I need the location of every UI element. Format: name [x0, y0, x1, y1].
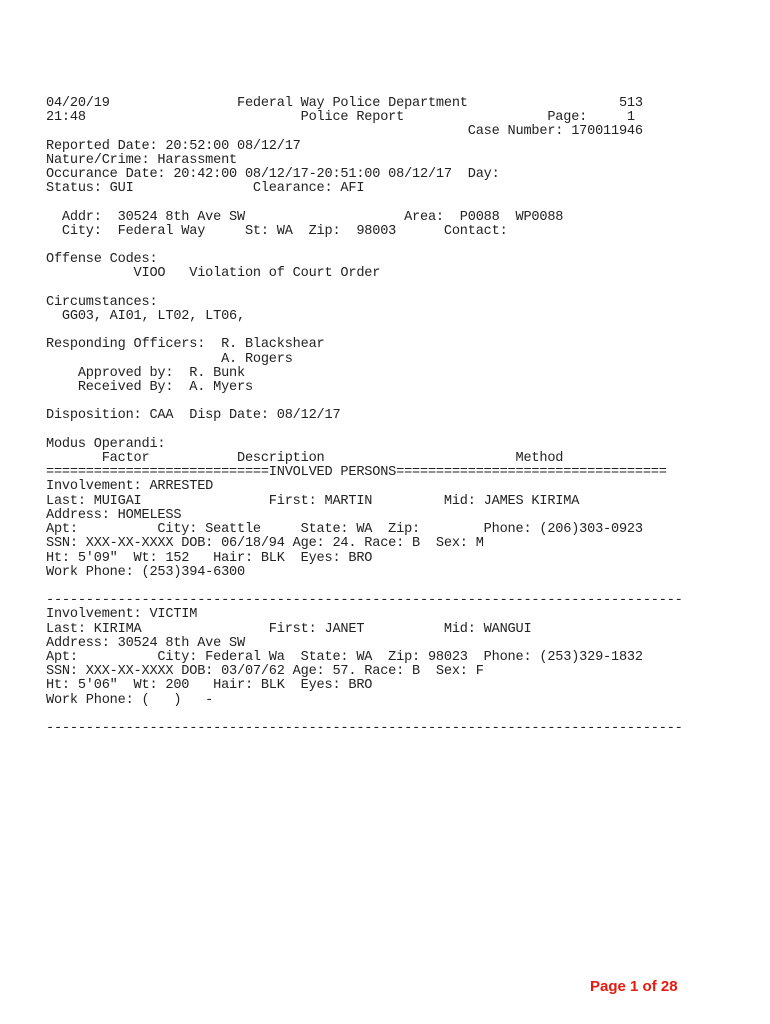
- circumstances-block: [46, 296, 726, 324]
- person-line: Apt: City: Seattle State: WA Zip: Phone: (206)303-0923: [46, 522, 643, 538]
- disposition-block: [46, 409, 726, 423]
- person-arrested: [46, 480, 726, 579]
- offense-line: VIOO Violation of Court Order: [46, 266, 381, 282]
- modus-block: [46, 438, 726, 481]
- person-line: Last: KIRIMA First: JANET Mid: WANGUI: [46, 621, 532, 637]
- modus-line: Factor Description Method: [46, 451, 564, 467]
- person-victim: [46, 608, 726, 707]
- person-line: Involvement: ARRESTED: [46, 479, 214, 495]
- summary-line: Nature/Crime: Harassment: [46, 152, 237, 168]
- officers-line: Approved by: R. Bunk: [46, 365, 245, 381]
- person-line: Address: 30524 8th Ave SW: [46, 635, 245, 651]
- person-line: Work Phone: (253)394-6300: [46, 564, 245, 580]
- section-separator: --------------------------------------------------------------------------------: [46, 720, 683, 736]
- offense-block: [46, 253, 726, 281]
- header-line: 04/20/19 Federal Way Police Department 513: [46, 96, 643, 111]
- officers-line: Received By: A. Myers: [46, 380, 253, 396]
- police-report-text: [46, 97, 726, 736]
- person-line: Last: MUIGAI First: MARTIN Mid: JAMES KIRIMA: [46, 493, 580, 509]
- person-line: Work Phone: ( ) -: [46, 692, 214, 708]
- circumstances-line: GG03, AI01, LT02, LT06,: [46, 309, 245, 325]
- blank-line: [46, 424, 726, 438]
- blank-line: [46, 708, 726, 722]
- officers-line: Responding Officers: R. Blackshear: [46, 337, 325, 353]
- summary-line: Status: GUI Clearance: AFI: [46, 181, 365, 197]
- address-block: [46, 211, 726, 239]
- page-number-label: Page 1 of 28: [590, 978, 678, 995]
- person-line: SSN: XXX-XX-XXXX DOB: 03/07/62 Age: 57. Race: B Sex: F: [46, 664, 484, 680]
- header-line: 21:48 Police Report Page: 1: [46, 110, 635, 126]
- section-separator: --------------------------------------------------------------------------------: [46, 593, 683, 609]
- address-line: City: Federal Way St: WA Zip: 98003 Contact:: [46, 223, 508, 239]
- blank-line: [46, 580, 726, 594]
- modus-line: Modus Operandi:: [46, 436, 166, 452]
- blank-line: [46, 395, 726, 409]
- blank-line: [46, 324, 726, 338]
- blank-line: [46, 196, 726, 210]
- report-header: [46, 97, 726, 140]
- circumstances-line: Circumstances:: [46, 294, 158, 310]
- offense-line: Offense Codes:: [46, 252, 158, 268]
- officers-line: A. Rogers: [46, 351, 293, 367]
- header-line: Case Number: 170011946: [46, 124, 643, 140]
- person-line: Involvement: VICTIM: [46, 607, 198, 623]
- involved-persons-divider: ============================INVOLVED PERSONS==================================: [46, 465, 667, 481]
- disposition-line: Disposition: CAA Disp Date: 08/12/17: [46, 408, 341, 424]
- person-line: Address: HOMELESS: [46, 507, 182, 523]
- summary-line: Occurance Date: 20:42:00 08/12/17-20:51:00 08/12/17 Day:: [46, 167, 500, 183]
- person-line: Ht: 5'06" Wt: 200 Hair: BLK Eyes: BRO: [46, 678, 373, 694]
- person-line: Ht: 5'09" Wt: 152 Hair: BLK Eyes: BRO: [46, 550, 373, 566]
- person-line: Apt: City: Federal Wa State: WA Zip: 98023 Phone: (253)329-1832: [46, 649, 643, 665]
- report-summary: [46, 140, 726, 197]
- address-line: Addr: 30524 8th Ave SW Area: P0088 WP0088: [46, 209, 564, 225]
- blank-line: [46, 282, 726, 296]
- person-line: SSN: XXX-XX-XXXX DOB: 06/18/94 Age: 24. Race: B Sex: M: [46, 536, 484, 552]
- summary-line: Reported Date: 20:52:00 08/12/17: [46, 138, 301, 154]
- officers-block: [46, 338, 726, 395]
- blank-line: [46, 239, 726, 253]
